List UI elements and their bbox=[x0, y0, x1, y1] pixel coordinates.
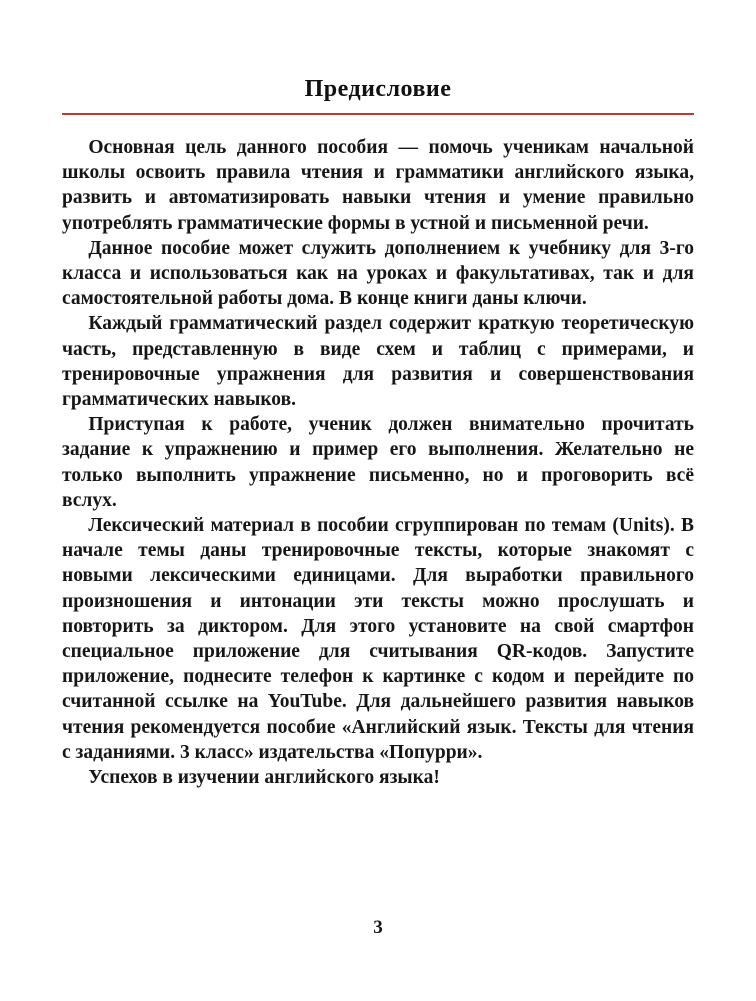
preface-paragraph-6: Успехов в изучении английского языка! bbox=[88, 767, 440, 789]
page-number: 3 bbox=[373, 917, 383, 938]
title-divider bbox=[62, 113, 694, 115]
preface-paragraph-1: Основная цель данного пособия — помочь ученикам начальной школы освоить правила чтения и грамматики английского языка, развить и автоматизировать навыки чтения и умение правильно употреблять грамматические формы в устной и письменной речи. bbox=[62, 137, 694, 234]
preface-text bbox=[62, 135, 694, 790]
preface-paragraph-5: Лексический материал в пособии сгруппирован по темам (Units). В начале темы даны тренировочные тексты, которые знакомят с новыми лексическими единицами. Для выработки правильного произношения и интонации эти тексты можно прослушать и повторить за диктором. Для этого установите на свой смартфон специальное приложение для считывания QR-кодов. Запустите приложение, поднесите телефон к картинке с кодом и перейдите по считанной ссылке на YouTube. Для дальнейшего развития навыков чтения рекомендуется пособие «Английский язык. Тексты для чтения с заданиями. 3 класс» издательства «Попурри». bbox=[62, 515, 694, 763]
preface-paragraph-3: Каждый грамматический раздел содержит краткую теоретическую часть, представленную в виде схем и таблиц с примерами, и тренировочные упражнения для развития и совершенствования грамматических навыков. bbox=[62, 313, 694, 411]
preface-paragraph-2: Данное пособие может служить дополнением к учебнику для 3-го класса и использоваться как на уроках и факультативах, так и для самостоятельной работы дома. В конце книги даны ключи. bbox=[62, 237, 694, 310]
preface-paragraph-4: Приступая к работе, ученик должен внимательно прочитать задание к упражнению и пример его выполнения. Желательно не только выполнить упражнение письменно, но и проговорить всё вслух. bbox=[62, 414, 694, 511]
page-title: Предисловие bbox=[304, 76, 452, 102]
